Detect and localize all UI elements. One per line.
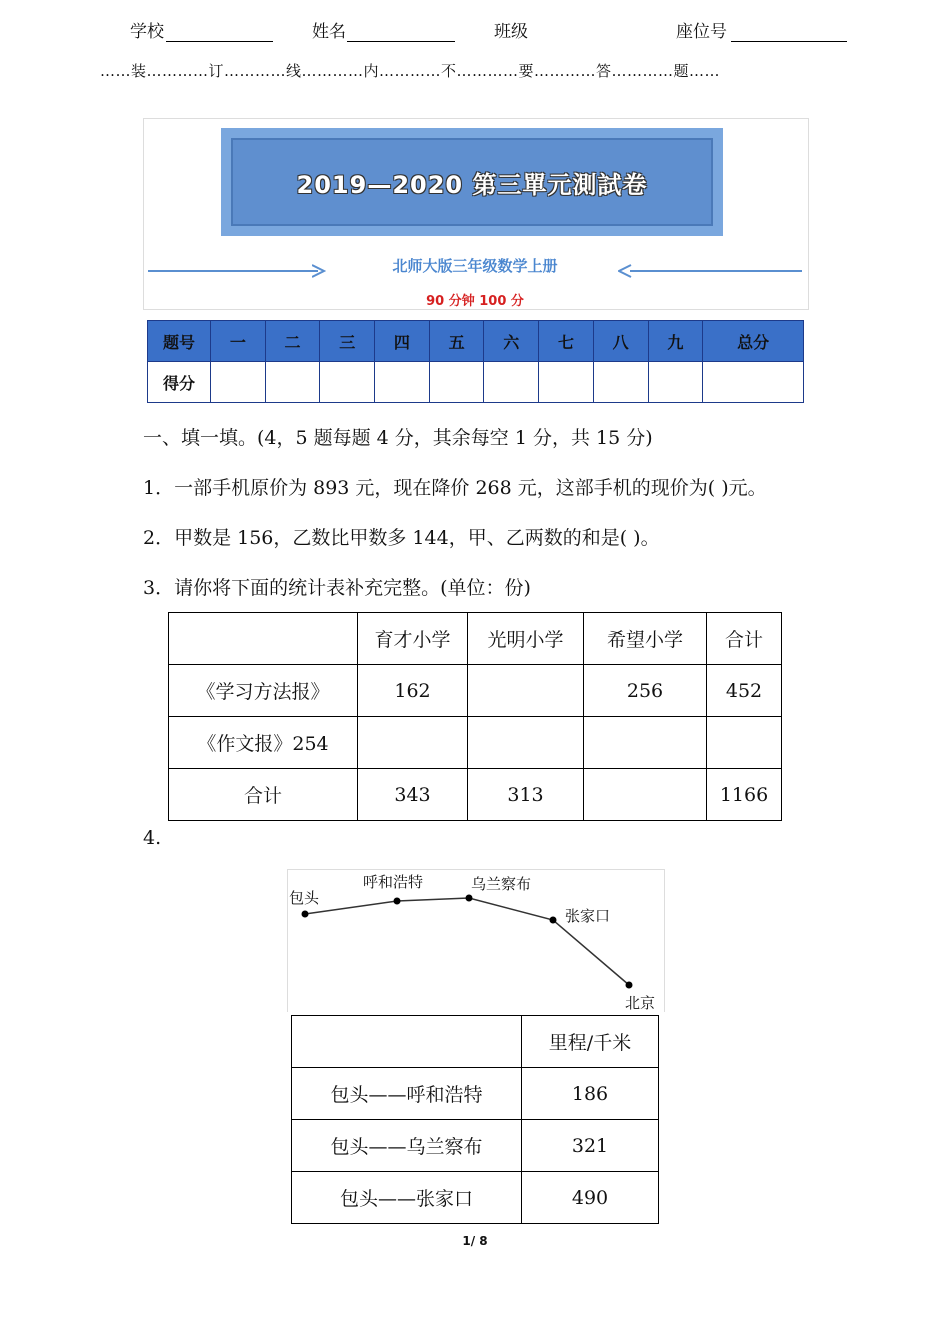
school-label: 学校 bbox=[130, 22, 164, 42]
seat-label: 座位号 bbox=[676, 22, 727, 42]
score-table bbox=[147, 320, 804, 403]
score-cell[interactable] bbox=[429, 362, 484, 403]
score-cell[interactable] bbox=[648, 362, 703, 403]
title-plate bbox=[221, 128, 723, 236]
question-1: 1．一部手机原价为 893 元，现在降价 268 元，这部手机的现价为( )元。 bbox=[143, 477, 767, 499]
route-map bbox=[287, 869, 665, 1012]
station-label-ulanqab: 乌兰察布 bbox=[471, 875, 532, 893]
stat-cell-blank[interactable] bbox=[707, 717, 782, 769]
stat-cell: 343 bbox=[358, 769, 468, 821]
km-route-cell: 包头——张家口 bbox=[292, 1172, 522, 1224]
question-3: 3．请你将下面的统计表补充完整。(单位：份) bbox=[143, 577, 531, 599]
station-dot-zhangjiakou bbox=[550, 917, 557, 924]
score-table-header-cell: 三 bbox=[320, 321, 375, 362]
stat-cell: 452 bbox=[707, 665, 782, 717]
score-table-header-row bbox=[148, 321, 804, 362]
stat-header-cell: 希望小学 bbox=[584, 613, 707, 665]
seat-field[interactable] bbox=[731, 41, 847, 42]
stat-cell-blank[interactable] bbox=[468, 665, 584, 717]
stat-cell: 313 bbox=[468, 769, 584, 821]
km-route-cell: 包头——乌兰察布 bbox=[292, 1120, 522, 1172]
exam-time-score: 90 分钟 100 分 bbox=[426, 294, 524, 309]
name-label: 姓名 bbox=[312, 22, 346, 42]
score-table-header-cell: 四 bbox=[375, 321, 430, 362]
score-cell[interactable] bbox=[320, 362, 375, 403]
stat-cell-blank[interactable] bbox=[358, 717, 468, 769]
stat-header-cell bbox=[169, 613, 358, 665]
station-label-hohhot: 呼和浩特 bbox=[363, 873, 424, 891]
exam-subtitle: 北师大版三年级数学上册 bbox=[392, 257, 558, 275]
km-table-header-row bbox=[292, 1016, 659, 1068]
stat-cell-blank[interactable] bbox=[584, 769, 707, 821]
station-label-baotou: 包头 bbox=[289, 889, 320, 907]
class-label: 班级 bbox=[494, 22, 528, 42]
stat-cell-blank[interactable] bbox=[584, 717, 707, 769]
km-route-cell: 包头——呼和浩特 bbox=[292, 1068, 522, 1120]
km-value-cell: 490 bbox=[522, 1172, 659, 1224]
station-label-zhangjiakou: 张家口 bbox=[565, 907, 611, 925]
stat-header-cell: 育才小学 bbox=[358, 613, 468, 665]
stat-cell: 1166 bbox=[707, 769, 782, 821]
station-dot-ulanqab bbox=[466, 895, 473, 902]
exam-title: 2019—2020 第三單元測試卷 bbox=[296, 170, 648, 199]
stat-row-label: 《学习方法报》 bbox=[169, 665, 358, 717]
binding-line: ……装…………订…………线…………内…………不…………要…………答…………题…… bbox=[100, 62, 721, 80]
school-field[interactable] bbox=[166, 41, 273, 42]
score-table-header-cell: 八 bbox=[593, 321, 648, 362]
table-row bbox=[169, 665, 782, 717]
score-cell[interactable] bbox=[593, 362, 648, 403]
score-cell[interactable] bbox=[703, 362, 804, 403]
table-row bbox=[292, 1120, 659, 1172]
question-4: 4. bbox=[143, 827, 162, 849]
score-cell[interactable] bbox=[539, 362, 594, 403]
station-label-beijing: 北京 bbox=[625, 994, 656, 1012]
score-cell[interactable] bbox=[265, 362, 320, 403]
score-table-header-cell: 二 bbox=[265, 321, 320, 362]
table-row bbox=[169, 717, 782, 769]
table-row bbox=[169, 769, 782, 821]
score-table-header-cell: 六 bbox=[484, 321, 539, 362]
km-header-cell: 里程/千米 bbox=[522, 1016, 659, 1068]
score-table-header-cell: 五 bbox=[429, 321, 484, 362]
score-table-header-cell: 总分 bbox=[703, 321, 804, 362]
stat-header-cell: 合计 bbox=[707, 613, 782, 665]
question-2: 2．甲数是 156，乙数比甲数多 144，甲、乙两数的和是( )。 bbox=[143, 527, 660, 549]
score-table-header-cell: 七 bbox=[539, 321, 594, 362]
score-label: 得分 bbox=[148, 362, 211, 403]
score-table-score-row bbox=[148, 362, 804, 403]
station-dot-beijing bbox=[626, 982, 633, 989]
table-row bbox=[292, 1172, 659, 1224]
station-dot-hohhot bbox=[394, 898, 401, 905]
km-value-cell: 186 bbox=[522, 1068, 659, 1120]
stat-cell-blank[interactable] bbox=[468, 717, 584, 769]
section-heading: 一、填一填。(4，5 题每题 4 分，其余每空 1 分，共 15 分) bbox=[143, 427, 653, 449]
score-cell[interactable] bbox=[375, 362, 430, 403]
km-header-cell bbox=[292, 1016, 522, 1068]
score-table-header-cell: 题号 bbox=[148, 321, 211, 362]
stat-cell: 256 bbox=[584, 665, 707, 717]
stat-row-label: 《作文报》254 bbox=[169, 717, 358, 769]
score-table-header-cell: 九 bbox=[648, 321, 703, 362]
page-number: 1/ 8 bbox=[462, 1234, 488, 1248]
stat-table bbox=[168, 612, 782, 821]
score-table-header-cell: 一 bbox=[211, 321, 266, 362]
stat-table-header-row bbox=[169, 613, 782, 665]
score-cell[interactable] bbox=[484, 362, 539, 403]
stat-row-label: 合计 bbox=[169, 769, 358, 821]
stat-header-cell: 光明小学 bbox=[468, 613, 584, 665]
name-field[interactable] bbox=[347, 41, 455, 42]
km-table bbox=[291, 1015, 659, 1224]
stat-cell: 162 bbox=[358, 665, 468, 717]
score-cell[interactable] bbox=[211, 362, 266, 403]
km-value-cell: 321 bbox=[522, 1120, 659, 1172]
station-dot-baotou bbox=[302, 911, 309, 918]
table-row bbox=[292, 1068, 659, 1120]
